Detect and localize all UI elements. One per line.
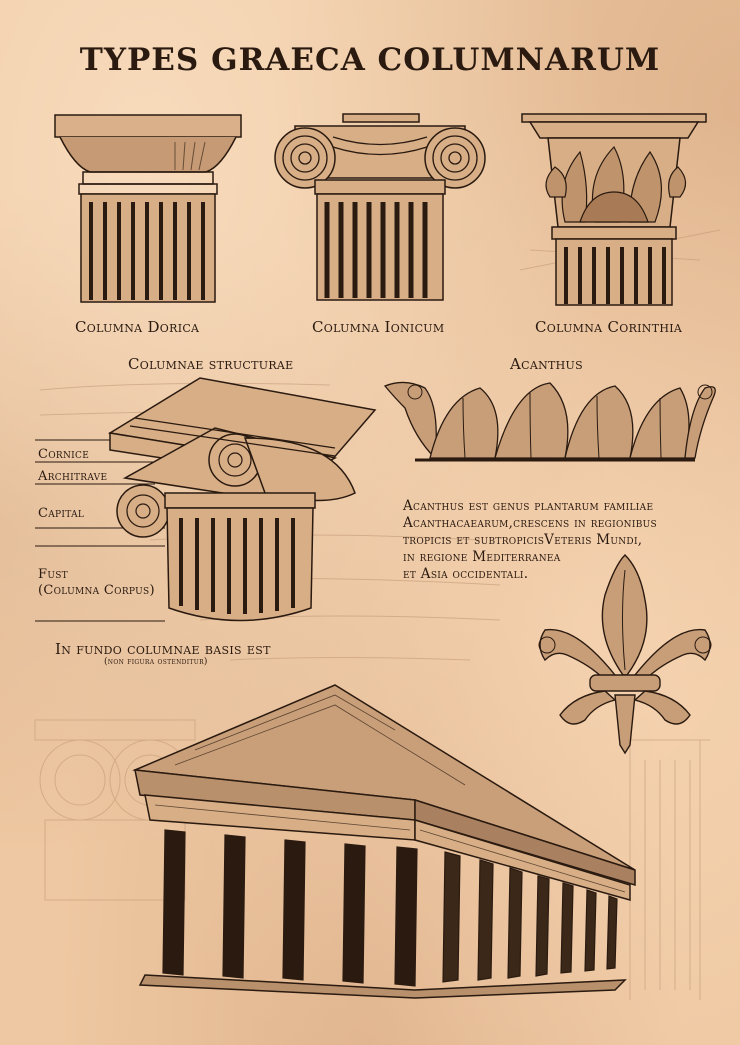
acanthus-desc-line-3: tropicis et subtropicisVeteris Mundi, <box>403 532 643 548</box>
ionic-label: Columna Ionicum <box>312 318 445 336</box>
ionic-capital-drawing <box>275 112 485 302</box>
corinthian-capital-drawing <box>520 112 710 307</box>
basis-caption: In fundo columnae basis est <box>55 640 271 658</box>
part-architrave-label: Architrave <box>38 469 108 484</box>
acanthus-desc-line-2: Acanthacaearum,crescens in regionibus <box>403 515 657 531</box>
acanthus-desc-line-4: in regione Mediterranea <box>403 549 561 565</box>
acanthus-desc-line-1: Acanthus est genus plantarum familiae <box>403 498 654 514</box>
part-capital-label: Capital <box>38 506 85 521</box>
doric-capital-drawing <box>55 112 245 302</box>
greek-temple-drawing <box>135 680 655 1000</box>
acanthus-frieze-drawing <box>385 378 715 468</box>
acanthus-heading: Acanthus <box>510 355 583 373</box>
part-fust-sub-label: (Columna Corpus) <box>38 583 155 598</box>
basis-note: (non figura ostenditur) <box>104 657 208 667</box>
structure-heading: Columnae structurae <box>128 355 294 373</box>
part-cornice-label: Cornice <box>38 447 90 462</box>
doric-label: Columna Dorica <box>75 318 200 336</box>
part-fust-label: Fust <box>38 567 68 582</box>
corinthian-label: Columna Corinthia <box>535 318 683 336</box>
page-title: TYPES GRAECA COLUMNARUM <box>79 42 661 78</box>
acanthus-desc-line-5: et Asia occidentali. <box>403 566 529 582</box>
